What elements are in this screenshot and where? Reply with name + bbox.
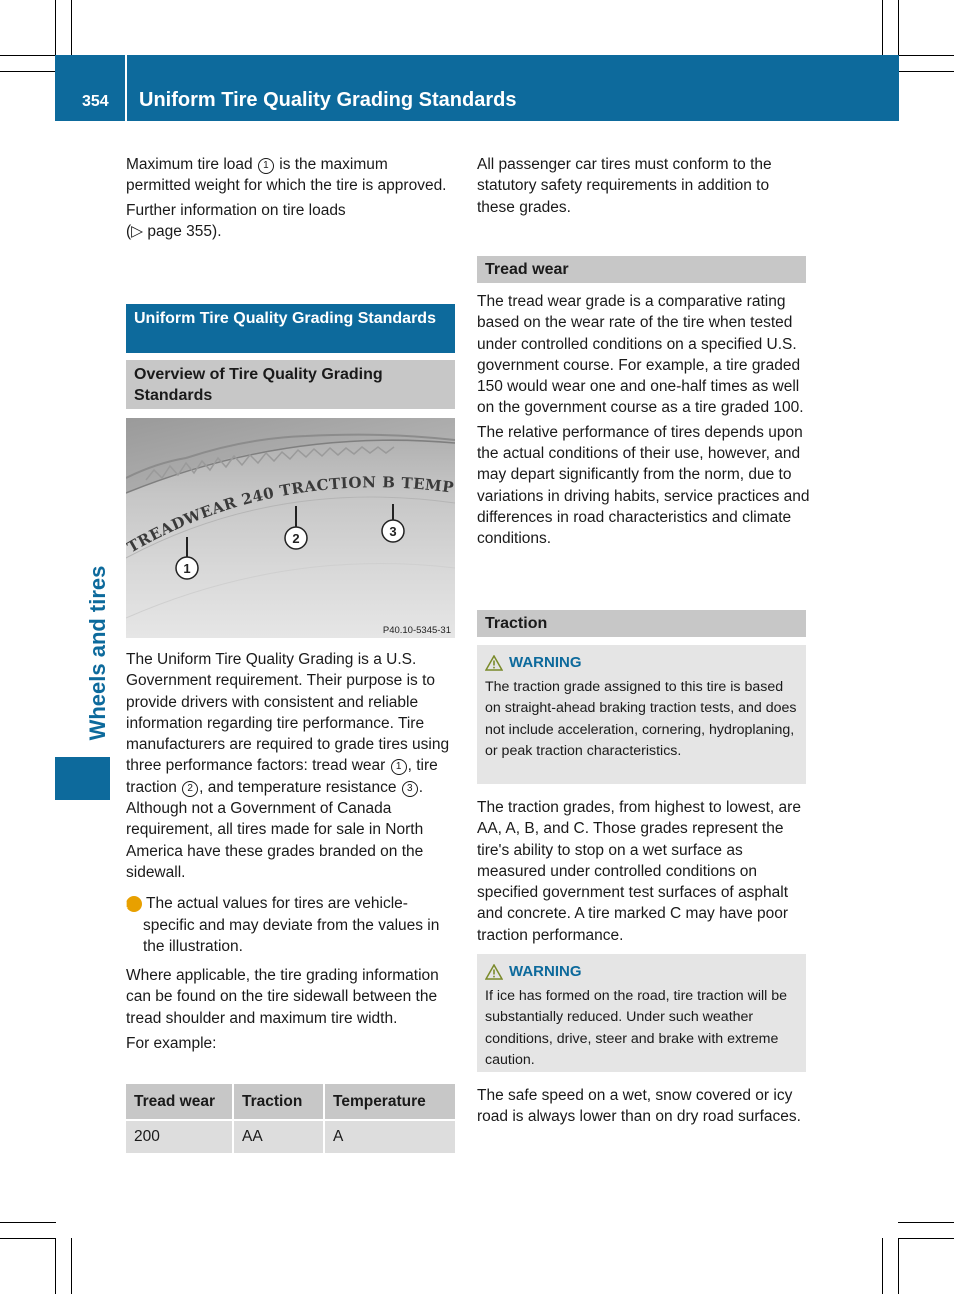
warning-triangle-icon bbox=[485, 964, 503, 980]
tread-wear-paragraph-1: The tread wear grade is a comparative rating based on the wear rate of the tire when tested under controlled conditions on a specified U.S. government course. For example, a tire graded 150 would wear one and one-half times as well on the government course as a tire graded 100. bbox=[477, 293, 804, 417]
tread-wear-heading: Tread wear bbox=[477, 256, 806, 283]
page-title: Uniform Tire Quality Grading Standards bbox=[139, 89, 517, 111]
table-header-cell: Tread wear bbox=[126, 1084, 233, 1120]
tread-wear-body bbox=[477, 291, 810, 550]
crop-mark bbox=[898, 55, 954, 56]
table-cell: A bbox=[324, 1120, 455, 1153]
warning-label: WARNING bbox=[509, 963, 582, 981]
final-body bbox=[477, 1085, 810, 1128]
section-heading: Uniform Tire Quality Grading Standards bbox=[126, 304, 455, 353]
tire-image bbox=[126, 418, 455, 638]
callout-1-label: 1 bbox=[183, 561, 191, 576]
warning-header bbox=[485, 958, 798, 986]
crop-mark bbox=[882, 0, 883, 56]
crop-mark bbox=[0, 1222, 56, 1223]
crop-mark bbox=[71, 0, 72, 56]
warning-header bbox=[485, 649, 798, 677]
grading-example-table bbox=[126, 1084, 455, 1153]
page-reference-link[interactable]: (▷ page 355). bbox=[126, 222, 222, 240]
warning-label: WARNING bbox=[509, 654, 582, 672]
chapter-tab-marker bbox=[55, 757, 110, 800]
sidewall-text: READWEAR 240 TRACTION B TEMP bbox=[134, 473, 455, 551]
crop-mark bbox=[898, 71, 954, 72]
callout-3-label: 3 bbox=[389, 524, 397, 539]
traction-heading: Traction bbox=[477, 610, 806, 637]
utqg-paragraph: The Uniform Tire Quality Grading is a U.S. Government requirement. Their purpose is to provide drivers with consistent and reliable information regarding tire performance. Tire manufacturers are required to grade tires using three performance factors: tread wear 1 , tire traction 2 , and temperature resistance 3 . Although not a Government of Canada requirement, all tires made for sale in North America have these grades branded on the sidewall. bbox=[126, 651, 450, 881]
table-cell: AA bbox=[233, 1120, 324, 1153]
crop-mark bbox=[0, 55, 56, 56]
header-divider bbox=[125, 55, 127, 121]
chapter-side-title: Wheels and tires bbox=[85, 565, 110, 741]
left-body bbox=[123, 649, 457, 1054]
left-intro bbox=[126, 154, 456, 242]
crop-mark bbox=[71, 1238, 72, 1294]
crop-mark bbox=[0, 71, 56, 72]
marker-3: 3 bbox=[402, 781, 418, 797]
figure-code: P40.10-5345-31 bbox=[382, 625, 451, 636]
tire-sidewall-illustration bbox=[126, 418, 455, 638]
crop-mark bbox=[882, 1238, 883, 1294]
crop-mark bbox=[898, 1222, 954, 1223]
warning-text: If ice has formed on the road, tire traction will be substantially reduced. Under such weather conditions, drive, steer and brake with extreme caution. bbox=[485, 988, 788, 1068]
crop-mark bbox=[898, 0, 899, 56]
callout-2-label: 2 bbox=[292, 531, 300, 546]
tread-wear-paragraph-2: The relative performance of tires depends upon the actual conditions of their use, however, and may depart significantly from the norm, due to variations in driving habits, service practices and differences in road characteristics and climate conditions. bbox=[477, 423, 810, 548]
warning-box-1 bbox=[477, 645, 806, 784]
info-icon: i bbox=[126, 896, 142, 912]
traction-body bbox=[477, 797, 810, 946]
crop-mark bbox=[898, 1238, 899, 1294]
marker-1: 1 bbox=[258, 158, 274, 174]
intro-paragraph: All passenger car tires must conform to the statutory safety requirements in addition to these grades. bbox=[477, 156, 772, 216]
marker-1: 1 bbox=[391, 759, 407, 775]
max-load-paragraph: Maximum tire load 1 is the maximum permitted weight for which the tire is approved. bbox=[126, 156, 447, 195]
traction-paragraph: The traction grades, from highest to lowest, are AA, A, B, and C. Those grades represent the tire's ability to stop on a wet surface as measured under controlled conditions on specified government test surfaces of asphalt and concrete. A tire marked C may have poor traction performance. bbox=[477, 799, 801, 944]
warning-triangle-icon bbox=[485, 655, 503, 671]
crop-mark bbox=[898, 1238, 954, 1239]
crop-mark bbox=[55, 1238, 56, 1294]
example-label: For example: bbox=[126, 1035, 217, 1053]
info-note: i The actual values for tires are vehicle-specific and may deviate from the values in the illustration. bbox=[123, 895, 440, 955]
table-row bbox=[126, 1120, 455, 1153]
page-header bbox=[55, 55, 899, 121]
right-intro bbox=[477, 154, 808, 218]
table-cell: 200 bbox=[126, 1120, 233, 1153]
crop-mark bbox=[55, 0, 56, 56]
table-header-cell: Temperature bbox=[324, 1084, 455, 1120]
marker-2: 2 bbox=[182, 781, 198, 797]
page-number: 354 bbox=[82, 93, 109, 110]
crop-mark bbox=[0, 1238, 56, 1239]
safe-speed-paragraph: The safe speed on a wet, snow covered or icy road is always lower than on dry road surfaces. bbox=[477, 1087, 801, 1126]
further-info-paragraph: Further information on tire loads (▷ page 355). bbox=[126, 201, 346, 240]
table-header-cell: Traction bbox=[233, 1084, 324, 1120]
where-paragraph: Where applicable, the tire grading information can be found on the tire sidewall between the tread shoulder and maximum tire width. bbox=[126, 967, 439, 1027]
table-header-row bbox=[126, 1084, 455, 1120]
subsection-heading: Overview of Tire Quality Grading Standards bbox=[126, 360, 455, 409]
warning-box-2 bbox=[477, 954, 806, 1072]
warning-text: The traction grade assigned to this tire is based on straight-ahead braking traction tests, and does not include acceleration, cornering, hydroplaning, or peak traction characteristics. bbox=[485, 679, 797, 759]
